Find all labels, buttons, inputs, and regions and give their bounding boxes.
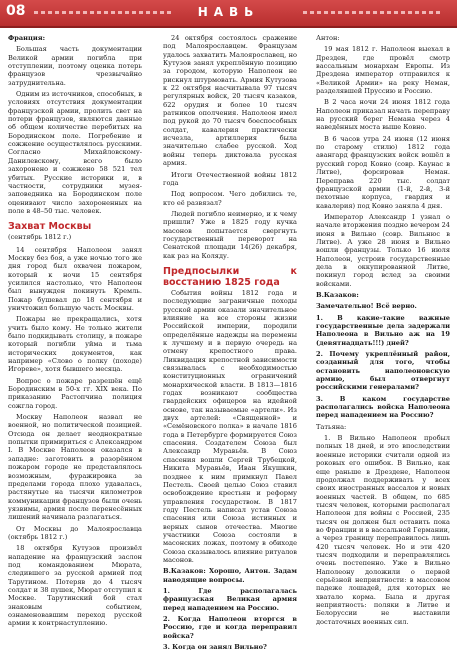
- section-heading-prerequisites-1825: Предпосылки к восстанию 1825 года: [163, 265, 297, 288]
- page-number: 08: [6, 3, 26, 19]
- section-date: (сентябрь 1812 г.): [8, 233, 72, 242]
- question-3: 3. В каком государстве располагались войска Наполеона перед нападением на Россию?: [316, 394, 450, 420]
- paragraph: 18 октября Кутузов произвёл нападение на французский заслон под командованием Мюрата, следившего за русской армией под Тарутином. Потеряв до 4 тысяч солдат и 38 пушек, Мюрат отступил к Москве. Тарутинский бой стал знаковым событием, ознаменовавшим переход русской армии к контрнаступлению.: [8, 544, 142, 628]
- header-title: НАВЬ: [197, 5, 260, 19]
- paragraph: Пожары не прекращались, хотя учить было кому. Не только жители было подкидывать столицу, в пожаре который погибли уйма и тьма исторических документов, как например «Слово о полку (походе) Игореве», хотя бывшего месяца.: [8, 315, 142, 374]
- column-2: [163, 34, 297, 651]
- question-2: 2. Когда Наполеон вторгся в Россию, где и когда переправил войска?: [163, 615, 297, 640]
- question-1: 1. Где располагалась французская Великая армия перед нападением на Россию.: [163, 586, 297, 612]
- page-header: [0, 0, 457, 28]
- paragraph: Император Александр I узнал о начале вторжения поздно вечером 24 июня в Вильно (совр. Вильнюс в Литве). А уже 28 июня в Вильно вошли французы. Только 16 июля Наполеон, устроив государственные дела в оккупированной Литве, покинул город вслед за своими войсками.: [316, 212, 450, 288]
- paragraph: 1. В Вильно Наполеон пробыл полных 18 дней, и это впоследствии военные историки считали одной из роковых его ошибок. В Вильно, как еще раньше в Дрездене, Наполеон продолжал поддерживать у всех своих иностранных вассалов и новых военных частей. В общем, по 685 тысяч человек, которыми располагал Наполеон для войны с Россией, 235 тысяч он должен был оставить пока во Франции и в вассальной Германии, а через границу переправилось лишь 420 тысяч человек. Но и эти 420 тысяч подходили и переправлялись очень постепенно. Уже в Вильно Наполеону доложили о первой серьёзной неприятности: в массовом падеже лошадей, для которых не хватало корма. Была и другая неприятность: поляки в Литве и Белоруссии не выставили достаточных военных сил.: [316, 434, 450, 626]
- column-3: [316, 34, 450, 634]
- label-france: Франция:: [8, 34, 46, 42]
- paragraph: От Москвы до Малоярославца (октябрь 1812 г.): [8, 524, 142, 541]
- paragraph: Вопрос о пожаре разрешён ещё Бородинским в 50-х гг. XIX века. По приказанию Растопчина полиция сожгла город.: [8, 376, 142, 410]
- interviewer-remark: В.Казаков: Хорошо, Антон. Задам наводящие вопросы.: [163, 567, 297, 584]
- question-1: 1. В какие-такие важные государственные дела задержали Наполеона в Вильно аж на 19 (девятнадцать!!!) дней?: [316, 313, 450, 347]
- paragraph: Одним из источников, способных, в условиях отсутствия документации французской армии, пролить свет на потери французов, являются данные об общем количестве перебитых на Бородинском поле. Погребение и сожжение осуществлялось русскими. Согласно Михайловскому-Данилевскому, всего было захоронено и сожжено 58 521 тел убитых. Русские историки и, в частности, сотрудники музея-заповедника на Бородинском поле оценивают число захороненных на поле в 48–50 тыс. человек.: [8, 90, 142, 215]
- speaker-label: Татьяна:: [316, 422, 347, 431]
- paragraph: 24 октября состоялось сражение под Малоярославцем. Французам удалось захватить Малоярославец, но Кутузов занял укреплённую позицию за городом, которую Наполеон не рискнул штурмовать. Армия Кутузова к 22 октября насчитывала 97 тысяч регулярных войск, 20 тысяч казаков, 622 орудия и более 10 тысяч ратников ополчения. Наполеон имел под рукой до 70 тысяч боеспособных солдат, кавалерия практически исчезла, артиллерия была значительно слабее русской. Ход войны теперь диктовала русская армия.: [163, 34, 297, 168]
- question-3: 3. Когда он занял Вильно?: [163, 643, 267, 651]
- question-2: 2. Почему укреплённый район, созданный для того, чтобы остановить наполеоновскую армию, был отвергнут российскими генералами?: [316, 350, 450, 392]
- header-ornament-right: [303, 11, 443, 14]
- paragraph: Людей погибло неимерно, и к чему пришли? Уже в 1825 году кучка масонов попытается свергнуть государственный переворот на Сенатской площади 14(26) декабря, как раз на Коляду.: [163, 209, 297, 260]
- column-1: [8, 34, 142, 634]
- paragraph: Под вопросом. Чего добились те, кто её развязал?: [163, 190, 297, 207]
- paragraph: 19 мая 1812 г. Наполеон выехал в Дрезден, где провёл смотр вассальным монархам Европы. Из Дрездена император отправился к «Великой Армии» на реку Неман, разделявшей Пруссию и Россию.: [316, 45, 450, 96]
- paragraph: Замечательно! Всё верно.: [316, 302, 417, 311]
- paragraph: В 6 часов утра 24 июня (12 июня по старому стилю) 1812 года авангард французских войск вошёл в русский город Ковно (совр. Каунас в Литве), форсировав Неман. Переправа 220 тыс. солдат французской армии (1-й, 2-й, 3-й пехотные корпуса, гвардия и кавалерия) под Ковно заняла 4 дня.: [316, 134, 450, 210]
- section-heading-capture-of-moscow: Захват Москвы: [8, 221, 92, 233]
- paragraph: Итоги Отечественной войны 1812 года: [163, 170, 297, 187]
- speaker-label: В.Казаков:: [316, 290, 359, 299]
- speaker-label: Антон:: [316, 34, 340, 42]
- paragraph: Москву Наполеон назвал не военной, но политической позицией. Отсюда он делает неоднократные попытки примириться с Александром I. В Москве Наполеон оказался в западне: заготовить в разорённом пожаром городе не представлялось возможным, фуражировка за пределами города плохо удавалась, растянутые на тысячи километров коммуникации французов были очень уязвимы, армия после перенесённых лишений начинала разлагаться.: [8, 413, 142, 522]
- paragraph: 14 сентября Наполеон занял Москву без боя, а уже ночью того же дня город был охвачен пожаром, который к ночи 15 сентября усилился настолько, что Наполеон был вынужден покинуть Кремль. Пожар бушевал до 18 сентября и уничтожил большую часть Москвы.: [8, 245, 142, 312]
- paragraph: Большая часть документации Великой армии погибла при отступлении, поэтому оценка потерь французов чрезвычайно затруднительна.: [8, 45, 142, 87]
- paragraph: События войны 1812 года и последующие заграничные походы русской армии оказали значительное влияние на все стороны жизни Российской империи, породили определённые надежды на перемены к лучшему и в первую очередь на отмену крепостного права. Ликвидация крепостной зависимости связывалась с необходимостью конституционных ограничений монархической власти. В 1813—1816 годах возникают сообщества гвардейских офицеров на идейной основе, так называемые «артели». Из двух артелей: «Священной» и «Семёновского полка» в начале 1816 года в Петербурге формируется Союз спасения. Создателем Союза был Александр Муравьёв. В Союз спасения вошли Сергей Трубецкой, Никита Муравьёв, Иван Якушкин, позднее к ним примкнул Павел Пестель. Своей целью Союз ставил освобождение крестьян и реформу управления государством. В 1817 году Пестель написал устав Союза спасения или Союза истинных и верных сынов отечества. Многие участники Союза состояли в масонских ложах, поэтому в обиходе Союза сказывалось влияние ритуалов масонов.: [163, 288, 297, 564]
- paragraph: В 2 часа ночи 24 июня 1812 года Наполеон приказал начать переправу на русский берег Немана через 4 наведённых моста выше Ковно.: [316, 98, 450, 132]
